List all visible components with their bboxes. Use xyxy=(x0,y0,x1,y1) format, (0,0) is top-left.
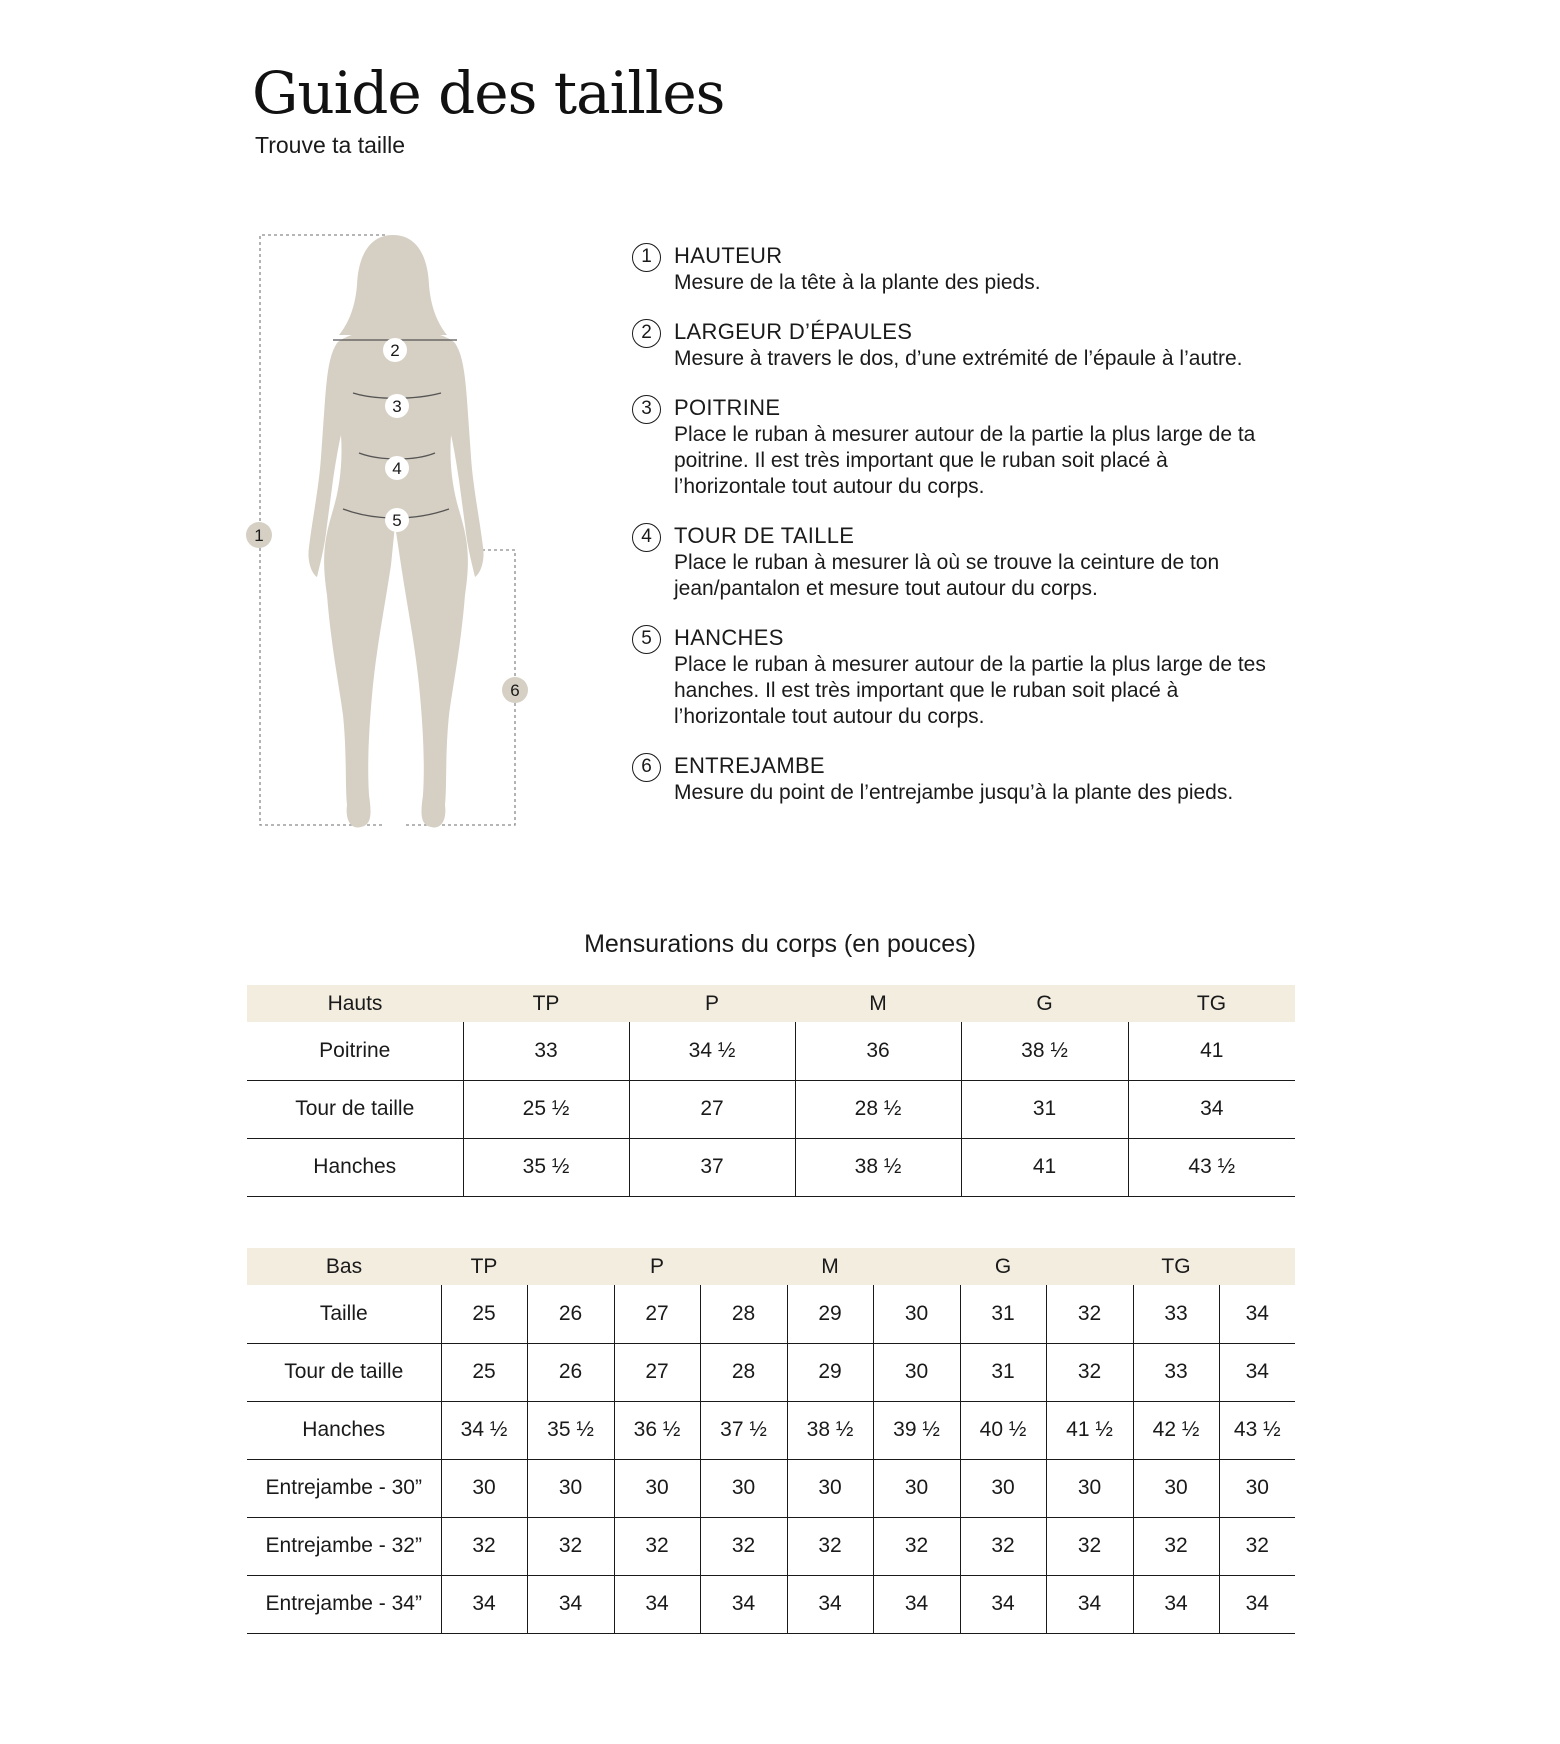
table-header-cell: P xyxy=(649,1254,664,1278)
table-cell: 32 xyxy=(1219,1517,1295,1575)
tops-size-table xyxy=(247,985,1295,1197)
table-cell: 34 xyxy=(1219,1575,1295,1633)
table-cell: 29 xyxy=(787,1343,873,1401)
table-cell: 27 xyxy=(614,1343,700,1401)
table-header-cell: TG xyxy=(1196,991,1227,1015)
instruction-number: 5 xyxy=(632,625,661,654)
table-header-cell: P xyxy=(704,991,719,1015)
table-cell: 30 xyxy=(1046,1459,1133,1517)
table-cell: 38 ½ xyxy=(787,1401,873,1459)
table-cell: 34 xyxy=(441,1575,527,1633)
table-cell: 35 ½ xyxy=(527,1401,614,1459)
instruction-number: 4 xyxy=(632,523,661,552)
table-cell: 33 xyxy=(1133,1343,1219,1401)
marker-5-label: 5 xyxy=(392,511,402,530)
table-header-row xyxy=(247,985,1295,1022)
table-cell: 34 xyxy=(614,1575,700,1633)
table-row xyxy=(247,1343,1295,1401)
table-row xyxy=(247,1285,1295,1343)
table-cell: 34 xyxy=(1219,1285,1295,1343)
row-label: Tour de taille xyxy=(247,1343,441,1401)
table-cell: 34 xyxy=(960,1575,1046,1633)
row-label: Entrejambe - 30” xyxy=(247,1459,441,1517)
table-cell: 41 ½ xyxy=(1046,1401,1133,1459)
instruction-number: 6 xyxy=(632,753,661,782)
measurements-title: Mensurations du corps (en pouces) xyxy=(584,930,976,958)
table-cell: 38 ½ xyxy=(795,1138,961,1196)
table-cell: 30 xyxy=(441,1459,527,1517)
table-cell: 32 xyxy=(960,1517,1046,1575)
table-header-cell: M xyxy=(869,991,887,1015)
table-cell: 36 xyxy=(795,1022,961,1080)
instruction-title: ENTREJAMBE xyxy=(674,753,825,778)
marker-3-label: 3 xyxy=(392,397,402,416)
table-cell: 34 xyxy=(527,1575,614,1633)
table-cell: 25 xyxy=(441,1285,527,1343)
table-cell: 41 xyxy=(1128,1022,1295,1080)
table-cell: 34 xyxy=(873,1575,960,1633)
marker-1-label: 1 xyxy=(254,526,264,545)
table-cell: 31 xyxy=(960,1285,1046,1343)
table-cell: 32 xyxy=(527,1517,614,1575)
table-cell: 34 xyxy=(1133,1575,1219,1633)
table-row xyxy=(247,1080,1295,1138)
table-cell: 33 xyxy=(1133,1285,1219,1343)
table-header-cell: TP xyxy=(532,991,560,1015)
instruction-number: 3 xyxy=(632,395,661,424)
table-header-cell: Bas xyxy=(325,1254,363,1278)
instruction-number: 2 xyxy=(632,319,661,348)
table-cell: 30 xyxy=(873,1343,960,1401)
marker-4-label: 4 xyxy=(392,459,402,478)
row-label: Poitrine xyxy=(247,1022,463,1080)
table-cell: 43 ½ xyxy=(1128,1138,1295,1196)
table-cell: 30 xyxy=(873,1285,960,1343)
page-title: Guide des tailles xyxy=(252,59,725,127)
table-cell: 32 xyxy=(787,1517,873,1575)
marker-6-label: 6 xyxy=(510,681,520,700)
table-cell: 25 xyxy=(441,1343,527,1401)
table-cell: 30 xyxy=(700,1459,787,1517)
instruction-inseam xyxy=(632,752,1272,806)
table-cell: 30 xyxy=(1133,1459,1219,1517)
instruction-title: TOUR DE TAILLE xyxy=(674,523,855,548)
row-label: Taille xyxy=(247,1285,441,1343)
row-label: Hanches xyxy=(247,1138,463,1196)
row-label: Tour de taille xyxy=(247,1080,463,1138)
body-figure-illustration xyxy=(235,225,535,850)
table-cell: 31 xyxy=(960,1343,1046,1401)
instruction-description: Mesure du point de l’entrejambe jusqu’à la plante des pieds. xyxy=(674,781,1234,804)
instruction-description: Place le ruban à mesurer autour de la partie la plus large de tes hanches. Il est très important que le ruban soit placé à l’horizontale tout autour du corps. xyxy=(674,653,1266,728)
instruction-description: Place le ruban à mesurer là où se trouve la ceinture de ton jean/pantalon et mesure tout autour du corps. xyxy=(674,551,1220,600)
instruction-title: LARGEUR D’ÉPAULES xyxy=(674,319,913,344)
table-cell: 40 ½ xyxy=(960,1401,1046,1459)
table-cell: 36 ½ xyxy=(614,1401,700,1459)
table-cell: 34 xyxy=(1219,1343,1295,1401)
table-header-cell: TG xyxy=(1161,1254,1191,1278)
table-header-cell: Hauts xyxy=(327,991,383,1015)
table-cell: 26 xyxy=(527,1285,614,1343)
table-cell: 41 xyxy=(961,1138,1128,1196)
table-cell: 37 ½ xyxy=(700,1401,787,1459)
instruction-shoulders xyxy=(632,318,1272,372)
row-label: Entrejambe - 32” xyxy=(247,1517,441,1575)
table-cell: 28 xyxy=(700,1285,787,1343)
table-cell: 33 xyxy=(463,1022,629,1080)
table-cell: 28 xyxy=(700,1343,787,1401)
table-cell: 30 xyxy=(527,1459,614,1517)
row-label: Hanches xyxy=(247,1401,441,1459)
table-cell: 32 xyxy=(614,1517,700,1575)
table-row xyxy=(247,1022,1295,1080)
table-header-cell: TP xyxy=(470,1254,498,1278)
table-header-row xyxy=(247,1248,1295,1285)
table-cell: 32 xyxy=(1133,1517,1219,1575)
table-cell: 30 xyxy=(960,1459,1046,1517)
table-cell: 30 xyxy=(787,1459,873,1517)
table-row xyxy=(247,1401,1295,1459)
measurement-instructions xyxy=(632,242,1272,828)
page-subtitle: Trouve ta taille xyxy=(255,132,405,158)
table-cell: 30 xyxy=(614,1459,700,1517)
bottoms-size-table xyxy=(247,1248,1295,1634)
table-cell: 34 xyxy=(1128,1080,1295,1138)
instruction-description: Place le ruban à mesurer autour de la partie la plus large de ta poitrine. Il est très important que le ruban soit placé à l’horizontale tout autour du corps. xyxy=(674,423,1256,498)
table-cell: 34 xyxy=(700,1575,787,1633)
table-cell: 32 xyxy=(1046,1285,1133,1343)
table-cell: 34 xyxy=(1046,1575,1133,1633)
table-cell: 32 xyxy=(1046,1517,1133,1575)
table-header-cell: G xyxy=(994,1254,1012,1278)
table-cell: 34 ½ xyxy=(629,1022,795,1080)
table-cell: 34 xyxy=(787,1575,873,1633)
marker-2-label: 2 xyxy=(390,341,400,360)
table-cell: 25 ½ xyxy=(463,1080,629,1138)
table-cell: 31 xyxy=(961,1080,1128,1138)
instruction-title: POITRINE xyxy=(674,395,781,420)
instruction-hips xyxy=(632,624,1272,730)
table-cell: 26 xyxy=(527,1343,614,1401)
table-cell: 35 ½ xyxy=(463,1138,629,1196)
table-cell: 28 ½ xyxy=(795,1080,961,1138)
table-cell: 38 ½ xyxy=(961,1022,1128,1080)
instruction-title: HANCHES xyxy=(674,625,784,650)
instruction-description: Mesure de la tête à la plante des pieds. xyxy=(674,271,1041,294)
table-cell: 32 xyxy=(441,1517,527,1575)
table-cell: 30 xyxy=(1219,1459,1295,1517)
table-cell: 43 ½ xyxy=(1219,1401,1295,1459)
table-cell: 27 xyxy=(629,1080,795,1138)
table-cell: 42 ½ xyxy=(1133,1401,1219,1459)
instruction-title: HAUTEUR xyxy=(674,243,783,268)
table-header-cell: M xyxy=(821,1254,839,1278)
table-cell: 34 ½ xyxy=(441,1401,527,1459)
table-cell: 30 xyxy=(873,1459,960,1517)
table-cell: 37 xyxy=(629,1138,795,1196)
table-cell: 32 xyxy=(700,1517,787,1575)
instruction-description: Mesure à travers le dos, d’une extrémité de l’épaule à l’autre. xyxy=(674,347,1243,370)
instruction-waist xyxy=(632,522,1272,602)
table-cell: 32 xyxy=(1046,1343,1133,1401)
instruction-number: 1 xyxy=(632,243,661,272)
table-cell: 32 xyxy=(873,1517,960,1575)
table-row xyxy=(247,1138,1295,1196)
row-label: Entrejambe - 34” xyxy=(247,1575,441,1633)
table-cell: 27 xyxy=(614,1285,700,1343)
instruction-chest xyxy=(632,394,1272,500)
instruction-height xyxy=(632,242,1272,296)
table-cell: 39 ½ xyxy=(873,1401,960,1459)
table-cell: 29 xyxy=(787,1285,873,1343)
table-header-cell: G xyxy=(1036,991,1053,1015)
table-row xyxy=(247,1517,1295,1575)
table-row xyxy=(247,1459,1295,1517)
table-row xyxy=(247,1575,1295,1633)
